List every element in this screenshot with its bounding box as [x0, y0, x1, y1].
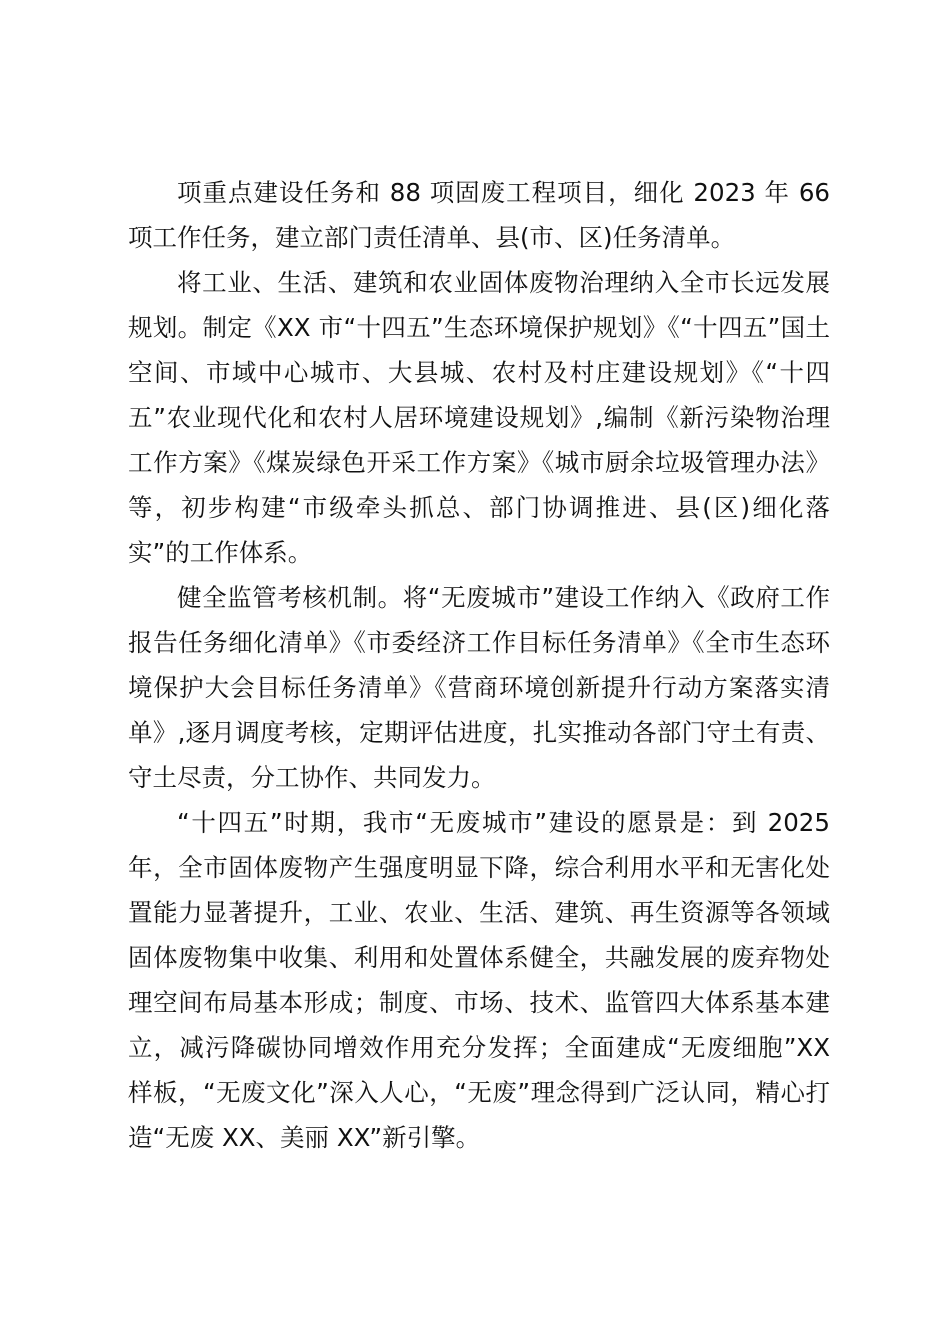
- paragraph-2: 将工业、生活、建筑和农业固体废物治理纳入全市长远发展规划。制定《XX 市“十四五”生态环境保护规划》《“十四五”国土空间、市域中心城市、大县城、农村及村庄建设规划》《“十四五”农业现代化和农村人居环境建设规划》,编制《新污染物治理工作方案》《煤炭绿色开采工作方案》《城市厨余垃圾管理办法》等，初步构建“市级牵头抓总、部门协调推进、县(区)细化落实”的工作体系。: [128, 268, 830, 567]
- paragraph-3: 健全监管考核机制。将“无废城市”建设工作纳入《政府工作报告任务细化清单》《市委经济工作目标任务清单》《全市生态环境保护大会目标任务清单》《营商环境创新提升行动方案落实清单》,逐月调度考核，定期评估进度，扎实推动各部门守土有责、守土尽责，分工协作、共同发力。: [128, 583, 830, 792]
- paragraph-1: 项重点建设任务和 88 项固废工程项目，细化 2023 年 66 项工作任务，建立部门责任清单、县(市、区)任务清单。: [128, 178, 830, 252]
- paragraph-4: “十四五”时期，我市“无废城市”建设的愿景是：到 2025 年，全市固体废物产生强度明显下降，综合利用水平和无害化处置能力显著提升，工业、农业、生活、建筑、再生资源等各领域固体废物集中收集、利用和处置体系健全，共融发展的废弃物处理空间布局基本形成；制度、市场、技术、监管四大体系基本建立，减污降碳协同增效作用充分发挥；全面建成“无废细胞”XX 样板，“无废文化”深入人心，“无废”理念得到广泛认同，精心打造“无废 XX、美丽 XX”新引擎。: [128, 808, 830, 1152]
- body-text: [128, 170, 830, 1160]
